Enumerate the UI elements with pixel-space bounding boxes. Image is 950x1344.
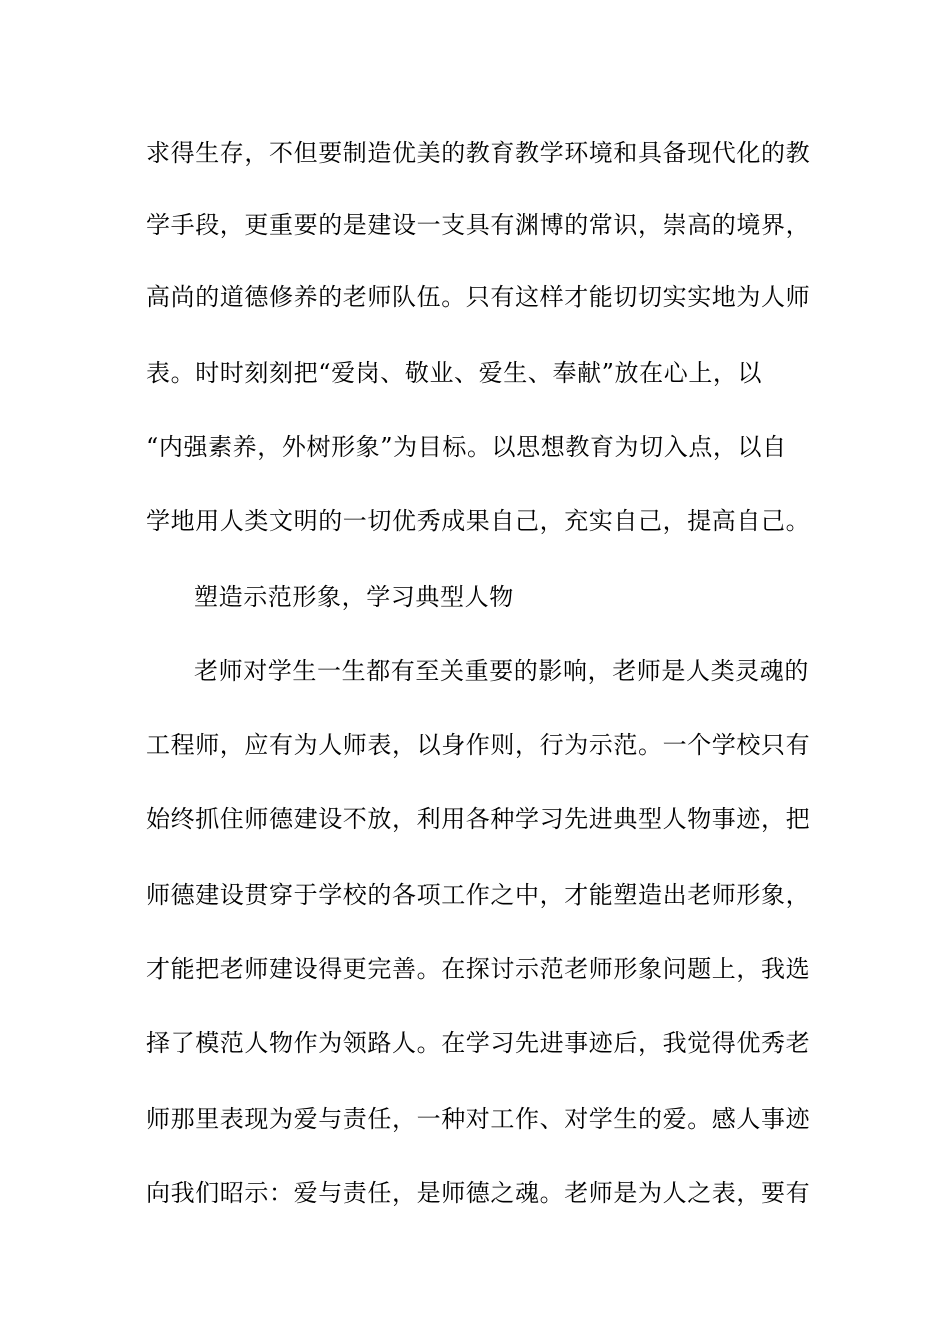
paragraph-line: 向我们昭示：爱与责任，是师德之魂。老师是为人之表，要有 <box>146 1179 811 1207</box>
paragraph-line: 高尚的道德修养的老师队伍。只有这样才能切切实实地为人师 <box>146 283 811 311</box>
paragraph-line: “内强素养，外树形象”为目标。以思想教育为切入点，以自 <box>146 433 787 461</box>
paragraph-line: 学手段，更重要的是建设一支具有渊博的常识，崇高的境界， <box>146 211 811 239</box>
paragraph-line: 求得生存，不但要制造优美的教育教学环境和具备现代化的教 <box>146 139 811 167</box>
paragraph-line: 师德建设贯穿于学校的各项工作之中，才能塑造出老师形象， <box>146 881 811 909</box>
paragraph-line: 学地用人类文明的一切优秀成果自己，充实自己，提高自己。 <box>146 507 811 535</box>
paragraph-line: 表。时时刻刻把“爱岗、敬业、爱生、奉献”放在心上，以 <box>146 359 763 387</box>
paragraph-line: 师那里表现为爱与责任，一种对工作、对学生的爱。感人事迹 <box>146 1105 811 1133</box>
section-heading: 塑造示范形象，学习典型人物 <box>194 583 514 611</box>
paragraph-first-line: 老师对学生一生都有至关重要的影响，老师是人类灵魂的 <box>194 657 809 685</box>
paragraph-line: 工程师，应有为人师表，以身作则，行为示范。一个学校只有 <box>146 731 811 759</box>
paragraph-line: 始终抓住师德建设不放，利用各种学习先进典型人物事迹，把 <box>146 805 811 833</box>
paragraph-line: 才能把老师建设得更完善。在探讨示范老师形象问题上，我选 <box>146 955 811 983</box>
paragraph-line: 择了模范人物作为领路人。在学习先进事迹后，我觉得优秀老 <box>146 1029 811 1057</box>
